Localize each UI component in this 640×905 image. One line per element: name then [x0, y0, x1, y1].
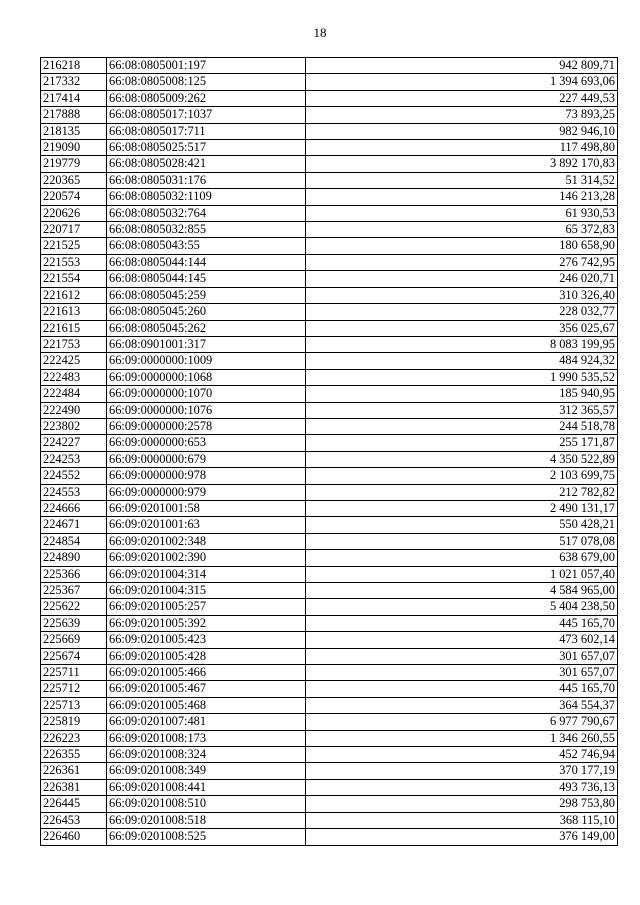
table-row	[41, 697, 618, 713]
amount-cell: 638 679,00	[306, 550, 618, 566]
amount-cell: 1 394 693,06	[306, 74, 618, 90]
registry-table	[40, 57, 618, 846]
row-id-cell: 217888	[41, 107, 107, 123]
cadastral-number-cell: 66:08:0805032:855	[107, 222, 306, 238]
row-id-cell: 225713	[41, 697, 107, 713]
table-row	[41, 58, 618, 74]
amount-cell: 445 165,70	[306, 681, 618, 697]
row-id-cell: 224253	[41, 451, 107, 467]
cadastral-number-cell: 66:08:0805045:259	[107, 287, 306, 303]
table-row	[41, 648, 618, 664]
cadastral-number-cell: 66:09:0201005:428	[107, 648, 306, 664]
table-row	[41, 254, 618, 270]
table-row	[41, 418, 618, 434]
row-id-cell: 226445	[41, 796, 107, 812]
row-id-cell: 224671	[41, 517, 107, 533]
amount-cell: 473 602,14	[306, 632, 618, 648]
cadastral-number-cell: 66:08:0805043:55	[107, 238, 306, 254]
row-id-cell: 224227	[41, 435, 107, 451]
table-row	[41, 74, 618, 90]
cadastral-number-cell: 66:08:0805025:517	[107, 140, 306, 156]
amount-cell: 65 372,83	[306, 222, 618, 238]
cadastral-number-cell: 66:08:0805045:260	[107, 304, 306, 320]
row-id-cell: 224890	[41, 550, 107, 566]
row-id-cell: 221615	[41, 320, 107, 336]
cadastral-number-cell: 66:09:0201008:441	[107, 779, 306, 795]
row-id-cell: 219779	[41, 156, 107, 172]
cadastral-number-cell: 66:09:0000000:1070	[107, 386, 306, 402]
row-id-cell: 225712	[41, 681, 107, 697]
amount-cell: 2 490 131,17	[306, 500, 618, 516]
cadastral-number-cell: 66:09:0201005:257	[107, 599, 306, 615]
row-id-cell: 225366	[41, 566, 107, 582]
row-id-cell: 224854	[41, 533, 107, 549]
table-row	[41, 615, 618, 631]
cadastral-number-cell: 66:08:0805044:144	[107, 254, 306, 270]
cadastral-number-cell: 66:09:0201005:423	[107, 632, 306, 648]
table-row	[41, 238, 618, 254]
cadastral-number-cell: 66:09:0000000:2578	[107, 418, 306, 434]
row-id-cell: 224553	[41, 484, 107, 500]
amount-cell: 212 782,82	[306, 484, 618, 500]
amount-cell: 298 753,80	[306, 796, 618, 812]
amount-cell: 982 946,10	[306, 123, 618, 139]
cadastral-number-cell: 66:09:0201005:468	[107, 697, 306, 713]
amount-cell: 484 924,32	[306, 353, 618, 369]
cadastral-number-cell: 66:09:0201008:518	[107, 812, 306, 828]
table-row	[41, 681, 618, 697]
row-id-cell: 225622	[41, 599, 107, 615]
row-id-cell: 220365	[41, 172, 107, 188]
table-row	[41, 140, 618, 156]
cadastral-number-cell: 66:08:0805045:262	[107, 320, 306, 336]
table-row	[41, 336, 618, 352]
amount-cell: 517 078,08	[306, 533, 618, 549]
amount-cell: 942 809,71	[306, 58, 618, 74]
table-row	[41, 90, 618, 106]
table-row	[41, 172, 618, 188]
cadastral-number-cell: 66:09:0000000:979	[107, 484, 306, 500]
cadastral-number-cell: 66:08:0805031:176	[107, 172, 306, 188]
table-row	[41, 435, 618, 451]
cadastral-number-cell: 66:09:0201008:525	[107, 829, 306, 845]
row-id-cell: 222483	[41, 369, 107, 385]
amount-cell: 51 314,52	[306, 172, 618, 188]
registry-table-body	[41, 58, 618, 846]
amount-cell: 180 658,90	[306, 238, 618, 254]
table-row	[41, 829, 618, 845]
cadastral-number-cell: 66:08:0805032:1109	[107, 189, 306, 205]
table-row	[41, 386, 618, 402]
amount-cell: 4 350 522,89	[306, 451, 618, 467]
amount-cell: 550 428,21	[306, 517, 618, 533]
table-row	[41, 402, 618, 418]
table-row	[41, 369, 618, 385]
amount-cell: 276 742,95	[306, 254, 618, 270]
row-id-cell: 220626	[41, 205, 107, 221]
amount-cell: 146 213,28	[306, 189, 618, 205]
amount-cell: 117 498,80	[306, 140, 618, 156]
cadastral-number-cell: 66:08:0805032:764	[107, 205, 306, 221]
table-row	[41, 451, 618, 467]
row-id-cell: 223802	[41, 418, 107, 434]
row-id-cell: 221753	[41, 336, 107, 352]
row-id-cell: 220574	[41, 189, 107, 205]
amount-cell: 5 404 238,50	[306, 599, 618, 615]
amount-cell: 61 930,53	[306, 205, 618, 221]
amount-cell: 301 657,07	[306, 665, 618, 681]
cadastral-number-cell: 66:09:0201008:173	[107, 730, 306, 746]
cadastral-number-cell: 66:08:0805008:125	[107, 74, 306, 90]
cadastral-number-cell: 66:09:0000000:978	[107, 468, 306, 484]
row-id-cell: 221554	[41, 271, 107, 287]
table-row	[41, 796, 618, 812]
amount-cell: 312 365,57	[306, 402, 618, 418]
amount-cell: 310 326,40	[306, 287, 618, 303]
cadastral-number-cell: 66:08:0805017:1037	[107, 107, 306, 123]
amount-cell: 445 165,70	[306, 615, 618, 631]
amount-cell: 3 892 170,83	[306, 156, 618, 172]
amount-cell: 368 115,10	[306, 812, 618, 828]
table-row	[41, 353, 618, 369]
amount-cell: 370 177,19	[306, 763, 618, 779]
cadastral-number-cell: 66:09:0000000:653	[107, 435, 306, 451]
row-id-cell: 225819	[41, 714, 107, 730]
table-row	[41, 730, 618, 746]
amount-cell: 1 021 057,40	[306, 566, 618, 582]
row-id-cell: 226453	[41, 812, 107, 828]
row-id-cell: 225367	[41, 583, 107, 599]
table-row	[41, 189, 618, 205]
cadastral-number-cell: 66:09:0000000:1076	[107, 402, 306, 418]
amount-cell: 244 518,78	[306, 418, 618, 434]
row-id-cell: 222490	[41, 402, 107, 418]
amount-cell: 228 032,77	[306, 304, 618, 320]
row-id-cell: 222484	[41, 386, 107, 402]
row-id-cell: 226460	[41, 829, 107, 845]
row-id-cell: 221613	[41, 304, 107, 320]
table-row	[41, 222, 618, 238]
table-row	[41, 599, 618, 615]
cadastral-number-cell: 66:09:0201004:315	[107, 583, 306, 599]
row-id-cell: 221525	[41, 238, 107, 254]
table-row	[41, 500, 618, 516]
cadastral-number-cell: 66:09:0201002:348	[107, 533, 306, 549]
table-row	[41, 550, 618, 566]
table-row	[41, 123, 618, 139]
cadastral-number-cell: 66:09:0201008:324	[107, 747, 306, 763]
row-id-cell: 220717	[41, 222, 107, 238]
table-row	[41, 205, 618, 221]
cadastral-number-cell: 66:09:0000000:1068	[107, 369, 306, 385]
amount-cell: 301 657,07	[306, 648, 618, 664]
cadastral-number-cell: 66:09:0201005:467	[107, 681, 306, 697]
table-row	[41, 517, 618, 533]
table-row	[41, 468, 618, 484]
cadastral-number-cell: 66:09:0201005:392	[107, 615, 306, 631]
cadastral-number-cell: 66:09:0201008:349	[107, 763, 306, 779]
table-row	[41, 287, 618, 303]
table-row	[41, 632, 618, 648]
cadastral-number-cell: 66:08:0901001:317	[107, 336, 306, 352]
table-row	[41, 484, 618, 500]
table-row	[41, 714, 618, 730]
cadastral-number-cell: 66:08:0805044:145	[107, 271, 306, 287]
amount-cell: 493 736,13	[306, 779, 618, 795]
table-row	[41, 533, 618, 549]
row-id-cell: 226381	[41, 779, 107, 795]
amount-cell: 452 746,94	[306, 747, 618, 763]
cadastral-number-cell: 66:09:0201001:63	[107, 517, 306, 533]
row-id-cell: 226361	[41, 763, 107, 779]
amount-cell: 376 149,00	[306, 829, 618, 845]
amount-cell: 227 449,53	[306, 90, 618, 106]
table-row	[41, 665, 618, 681]
amount-cell: 255 171,87	[306, 435, 618, 451]
amount-cell: 364 554,37	[306, 697, 618, 713]
row-id-cell: 221553	[41, 254, 107, 270]
table-row	[41, 779, 618, 795]
cadastral-number-cell: 66:08:0805028:421	[107, 156, 306, 172]
row-id-cell: 217414	[41, 90, 107, 106]
table-row	[41, 583, 618, 599]
cadastral-number-cell: 66:08:0805017:711	[107, 123, 306, 139]
row-id-cell: 225711	[41, 665, 107, 681]
row-id-cell: 216218	[41, 58, 107, 74]
row-id-cell: 225674	[41, 648, 107, 664]
cadastral-number-cell: 66:09:0000000:1009	[107, 353, 306, 369]
amount-cell: 356 025,67	[306, 320, 618, 336]
row-id-cell: 226355	[41, 747, 107, 763]
cadastral-number-cell: 66:09:0000000:679	[107, 451, 306, 467]
page-number: 18	[313, 25, 327, 40]
table-row	[41, 304, 618, 320]
amount-cell: 246 020,71	[306, 271, 618, 287]
row-id-cell: 224666	[41, 500, 107, 516]
row-id-cell: 219090	[41, 140, 107, 156]
row-id-cell: 226223	[41, 730, 107, 746]
table-row	[41, 566, 618, 582]
amount-cell: 1 990 535,52	[306, 369, 618, 385]
table-row	[41, 763, 618, 779]
cadastral-number-cell: 66:09:0201004:314	[107, 566, 306, 582]
amount-cell: 4 584 965,00	[306, 583, 618, 599]
cadastral-number-cell: 66:09:0201001:58	[107, 500, 306, 516]
row-id-cell: 225669	[41, 632, 107, 648]
table-row	[41, 812, 618, 828]
amount-cell: 2 103 699,75	[306, 468, 618, 484]
table-row	[41, 156, 618, 172]
table-row	[41, 747, 618, 763]
amount-cell: 73 893,25	[306, 107, 618, 123]
amount-cell: 185 940,95	[306, 386, 618, 402]
amount-cell: 8 083 199,95	[306, 336, 618, 352]
cadastral-number-cell: 66:08:0805001:197	[107, 58, 306, 74]
amount-cell: 6 977 790,67	[306, 714, 618, 730]
row-id-cell: 218135	[41, 123, 107, 139]
cadastral-number-cell: 66:09:0201002:390	[107, 550, 306, 566]
cadastral-number-cell: 66:09:0201007:481	[107, 714, 306, 730]
row-id-cell: 224552	[41, 468, 107, 484]
cadastral-number-cell: 66:09:0201005:466	[107, 665, 306, 681]
table-row	[41, 271, 618, 287]
table-row	[41, 320, 618, 336]
amount-cell: 1 346 260,55	[306, 730, 618, 746]
row-id-cell: 221612	[41, 287, 107, 303]
row-id-cell: 217332	[41, 74, 107, 90]
row-id-cell: 225639	[41, 615, 107, 631]
table-row	[41, 107, 618, 123]
row-id-cell: 222425	[41, 353, 107, 369]
cadastral-number-cell: 66:09:0201008:510	[107, 796, 306, 812]
cadastral-number-cell: 66:08:0805009:262	[107, 90, 306, 106]
